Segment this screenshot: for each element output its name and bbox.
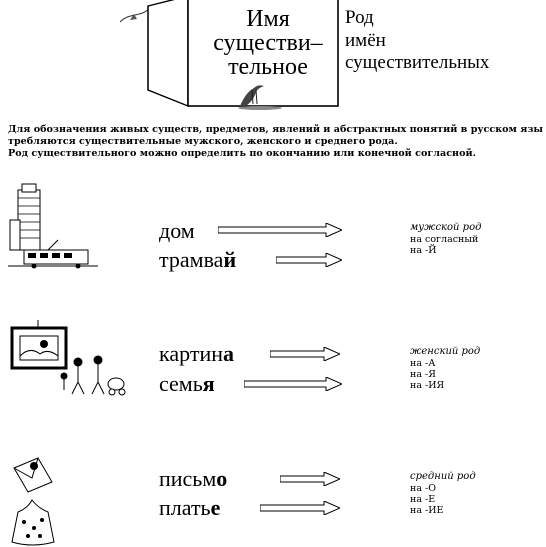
arrow-icon bbox=[276, 253, 342, 267]
intro-line-2-bold: мужского, женского и среднего рода. bbox=[184, 136, 398, 147]
rule-neuter-2: на -Е bbox=[410, 494, 436, 505]
rule-feminine-2: на -Я bbox=[410, 369, 436, 380]
intro-line-1-text: Для обозначения живых существ, предметов, явлений и абстрактных понятий в русском язы bbox=[8, 124, 544, 135]
title-line-3: тельное bbox=[228, 54, 308, 80]
word-tramvai-ending: й bbox=[223, 247, 237, 272]
subtitle-line-3: существительных bbox=[345, 52, 490, 73]
arrow-icon bbox=[270, 347, 340, 361]
subtitle-line-2: имён bbox=[345, 30, 386, 51]
word-pismo-ending: о bbox=[216, 466, 228, 491]
word-kartina-ending: а bbox=[223, 341, 234, 366]
word-dom-stem: дом bbox=[159, 218, 195, 243]
intro-line-3 bbox=[8, 148, 476, 160]
word-semya-ending: я bbox=[202, 371, 215, 396]
word-semya-stem: семь bbox=[159, 371, 203, 396]
rule-masculine-1: на согласный bbox=[410, 234, 479, 245]
intro-line-3-bold: окончанию bbox=[266, 148, 331, 159]
word-tramvai bbox=[159, 248, 236, 272]
letter-dress-illustration bbox=[8, 452, 58, 547]
picture-family-illustration bbox=[8, 318, 128, 398]
word-platye bbox=[159, 496, 220, 520]
word-pismo-stem: письм bbox=[159, 466, 217, 491]
rule-feminine-3: на -ИЯ bbox=[410, 380, 445, 391]
rule-masculine-2: на -Й bbox=[410, 245, 437, 256]
subtitle-line-1: Род bbox=[345, 7, 374, 28]
intro-line-1 bbox=[8, 124, 543, 136]
word-semya bbox=[159, 372, 215, 396]
arrow-icon bbox=[218, 223, 342, 237]
intro-line-3-text: Род существительного можно определить по bbox=[8, 148, 267, 159]
buildings-tram-illustration bbox=[8, 180, 98, 270]
title-line-2: существи– bbox=[213, 30, 323, 56]
gender-feminine-title: женский род bbox=[410, 346, 481, 357]
arrow-icon bbox=[280, 472, 340, 486]
rule-neuter-3: на -ИЕ bbox=[410, 505, 444, 516]
word-kartina bbox=[159, 342, 234, 366]
word-pismo bbox=[159, 467, 227, 491]
arrow-icon bbox=[260, 501, 340, 515]
intro-line-2 bbox=[8, 136, 398, 148]
rule-neuter-1: на -О bbox=[410, 483, 437, 494]
intro-line-2-text: требляются существительные bbox=[8, 136, 185, 147]
word-platye-ending: е bbox=[210, 495, 221, 520]
gender-neuter-title: средний род bbox=[410, 471, 476, 482]
intro-line-3-suffix: или конечной согласной. bbox=[330, 148, 476, 159]
rule-feminine-1: на -А bbox=[410, 358, 436, 369]
word-kartina-stem: картин bbox=[159, 341, 223, 366]
word-tramvai-stem: трамва bbox=[159, 247, 224, 272]
title-line-1: Имя bbox=[246, 6, 290, 32]
arrow-icon bbox=[244, 377, 342, 391]
gender-masculine-title: мужской род bbox=[410, 222, 482, 233]
word-dom bbox=[159, 219, 195, 243]
word-platye-stem: плать bbox=[159, 495, 211, 520]
